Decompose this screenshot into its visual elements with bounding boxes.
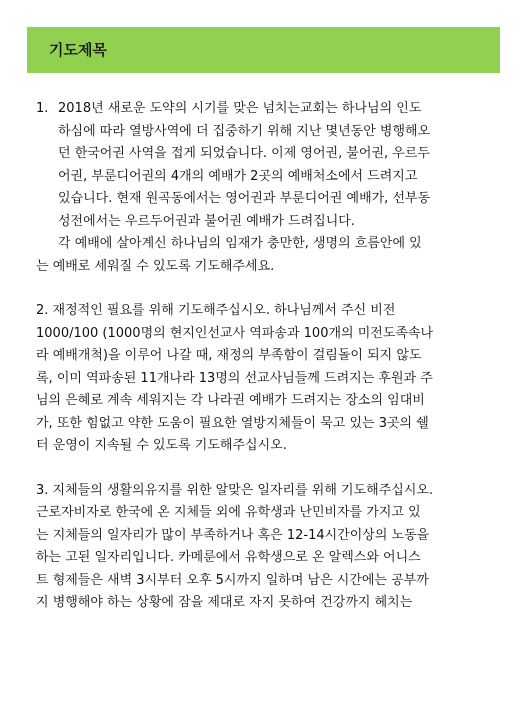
- paragraph-line: 근로자비자로 한국에 온 지체들 외에 유학생과 난민비자를 가지고 있: [36, 505, 421, 520]
- paragraph-line: 2018년 새로운 도약의 시기를 맞은 넘치는교회는 하나님의 인도: [58, 101, 422, 116]
- paragraph-line: 가, 또한 힘없고 약한 도움이 필요한 열방지체들이 묵고 있는 3곳의 쉘: [36, 415, 429, 431]
- paragraph-line: 하는 고된 일자리입니다. 카메룬에서 유학생으로 온 알렉스와 어니스: [36, 550, 421, 565]
- paragraph-line: 지 병행해야 하는 상황에 잠을 제대로 자지 못하여 건강까지 헤치는: [36, 595, 413, 610]
- paragraph-line: 터 운영이 지속될 수 있도록 기도해주십시오.: [36, 438, 287, 453]
- paragraph-line: 2. 재정적인 필요를 위해 기도해주십시오. 하나님께서 주신 비전: [36, 303, 396, 318]
- paragraph-line: 하심에 따라 열방사역에 더 집중하기 위해 지난 몇년동안 병행해오: [58, 123, 431, 139]
- paragraph-line: 님의 은혜로 계속 세워지는 각 나라권 예배가 드려지는 장소의 임대비: [36, 393, 425, 408]
- document-body: [36, 98, 496, 615]
- title-banner: [27, 27, 500, 73]
- paragraph-line: 록, 이미 역파송된 11개나라 13명의 선교사님들께 드려지는 후원과 주: [36, 370, 433, 386]
- paragraph-line: 3. 지체들의 생활의유지를 위한 알맞은 일자리를 위해 기도해주십시오.: [36, 482, 434, 498]
- page-title: 기도제목: [49, 41, 107, 59]
- paragraph-line: 는 예배로 세워질 수 있도록 기도해주세요.: [36, 258, 275, 274]
- paragraph-line: 라 예배개척)을 이루어 나갈 때, 재정의 부족함이 걸림돌이 되지 않도: [36, 348, 422, 363]
- item-number: 1.: [36, 101, 49, 116]
- paragraph-line: 는 지체들의 일자리가 많이 부족하거나 혹은 12-14시간이상의 노동을: [36, 527, 430, 543]
- prayer-item-3: [36, 480, 496, 615]
- paragraph-line: 1000/100 (1000명의 현지인선교사 역파송과 100개의 미전도족속나: [36, 325, 434, 341]
- prayer-item-1: [36, 98, 496, 278]
- prayer-item-2: [36, 300, 496, 458]
- paragraph-line: 던 한국어권 사역을 접게 되었습니다. 이제 영어권, 불어권, 우르두: [58, 146, 430, 161]
- paragraph-line: 트 형제들은 새벽 3시부터 오후 5시까지 일하며 남은 시간에는 공부까: [36, 572, 429, 588]
- paragraph-line: 있습니다. 현재 원곡동에서는 영어권과 부룬디어권 예배가, 선부동: [58, 191, 431, 206]
- paragraph-line: 어권, 부룬디어권의 4개의 예배가 2곳의 예배처소에서 드려지고: [58, 168, 418, 184]
- paragraph-line: 성전에서는 우르두어권과 불어권 예배가 드려집니다.: [58, 213, 355, 229]
- paragraph-line: 각 예배에 살아계신 하나님의 임재가 충만한, 생명의 흐름안에 있: [58, 236, 422, 251]
